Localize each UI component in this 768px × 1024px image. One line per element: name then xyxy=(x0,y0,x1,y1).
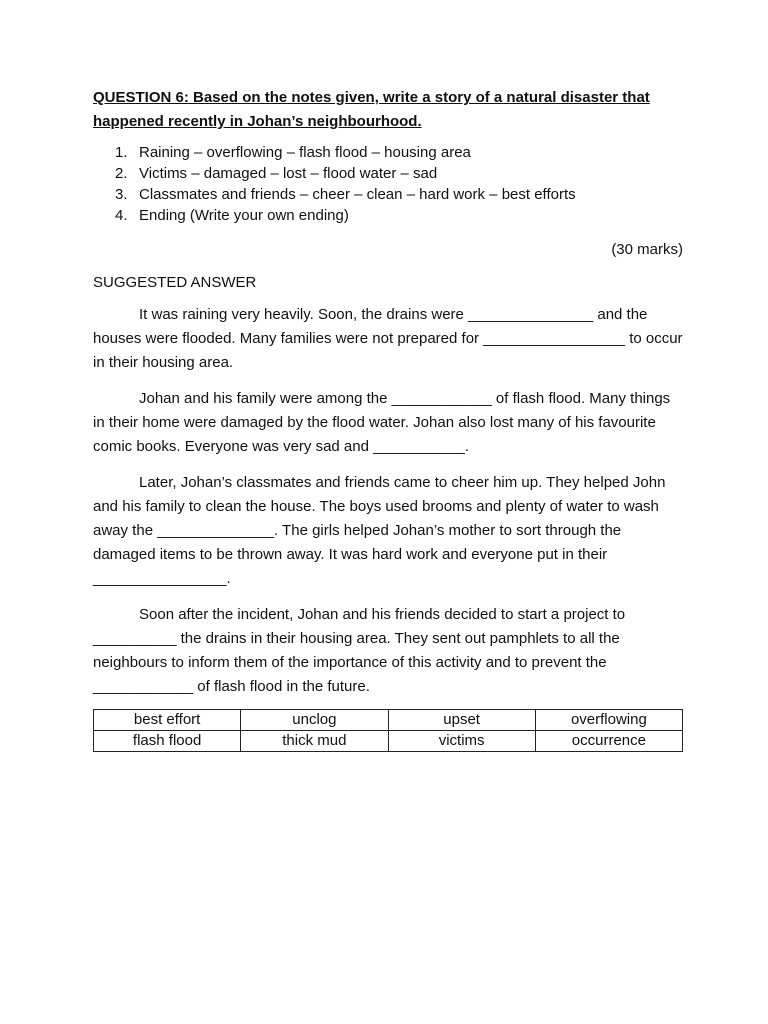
word-bank-row xyxy=(94,731,683,752)
answer-paragraph-1: It was raining very heavily. Soon, the drains were _______________ and the houses were flooded. Many families were not prepared for _________________ to occur in their housing area. xyxy=(93,306,687,371)
worksheet-page xyxy=(93,86,687,752)
word-bank-table xyxy=(93,709,683,752)
note-number: 4. xyxy=(115,207,128,224)
answer-paragraph-2: Johan and his family were among the ____________ of flash flood. Many things in their home were damaged by the flood water. Johan also lost many of his favourite comic books. Everyone was very sad and ___________. xyxy=(93,390,675,455)
answer-paragraph-3: Later, Johan’s classmates and friends came to cheer him up. They helped John and his family to clean the house. The boys used brooms and plenty of water to wash away the ______________. The girls helped Johan’s mother to sort through the damaged items to be thrown away. It was hard work and everyone put in their ________________. xyxy=(93,474,670,587)
word-bank-cell: thick mud xyxy=(241,731,388,752)
note-number: 3. xyxy=(115,186,128,203)
notes-list xyxy=(93,142,683,226)
note-text: Raining – overflowing – flash flood – housing area xyxy=(139,144,471,161)
question-title-line-2: happened recently in Johan’s neighbourhood. xyxy=(93,113,422,130)
word-bank-row xyxy=(94,710,683,731)
note-item xyxy=(115,184,683,205)
suggested-answer-heading: SUGGESTED ANSWER xyxy=(93,274,257,291)
answer-paragraph-4: Soon after the incident, Johan and his friends decided to start a project to __________ the drains in their housing area. They sent out pamphlets to all the neighbours to inform them of the importance of this activity and to prevent the ____________ of flash flood in the future. xyxy=(93,606,630,695)
marks-label: (30 marks) xyxy=(611,241,683,258)
word-bank-cell: unclog xyxy=(241,710,388,731)
question-title-line-1: QUESTION 6: Based on the notes given, write a story of a natural disaster that xyxy=(93,89,650,106)
note-text: Classmates and friends – cheer – clean – hard work – best efforts xyxy=(139,186,576,203)
word-bank-cell: occurrence xyxy=(535,731,682,752)
word-bank-cell: best effort xyxy=(94,710,241,731)
note-text: Ending (Write your own ending) xyxy=(139,207,349,224)
note-item xyxy=(115,163,683,184)
word-bank-cell: overflowing xyxy=(535,710,682,731)
note-item xyxy=(115,205,683,226)
note-number: 2. xyxy=(115,165,128,182)
word-bank-cell: victims xyxy=(388,731,535,752)
note-item xyxy=(115,142,683,163)
note-text: Victims – damaged – lost – flood water – sad xyxy=(139,165,438,182)
word-bank-cell: flash flood xyxy=(94,731,241,752)
word-bank-cell: upset xyxy=(388,710,535,731)
note-number: 1. xyxy=(115,144,128,161)
question-title xyxy=(93,86,683,134)
